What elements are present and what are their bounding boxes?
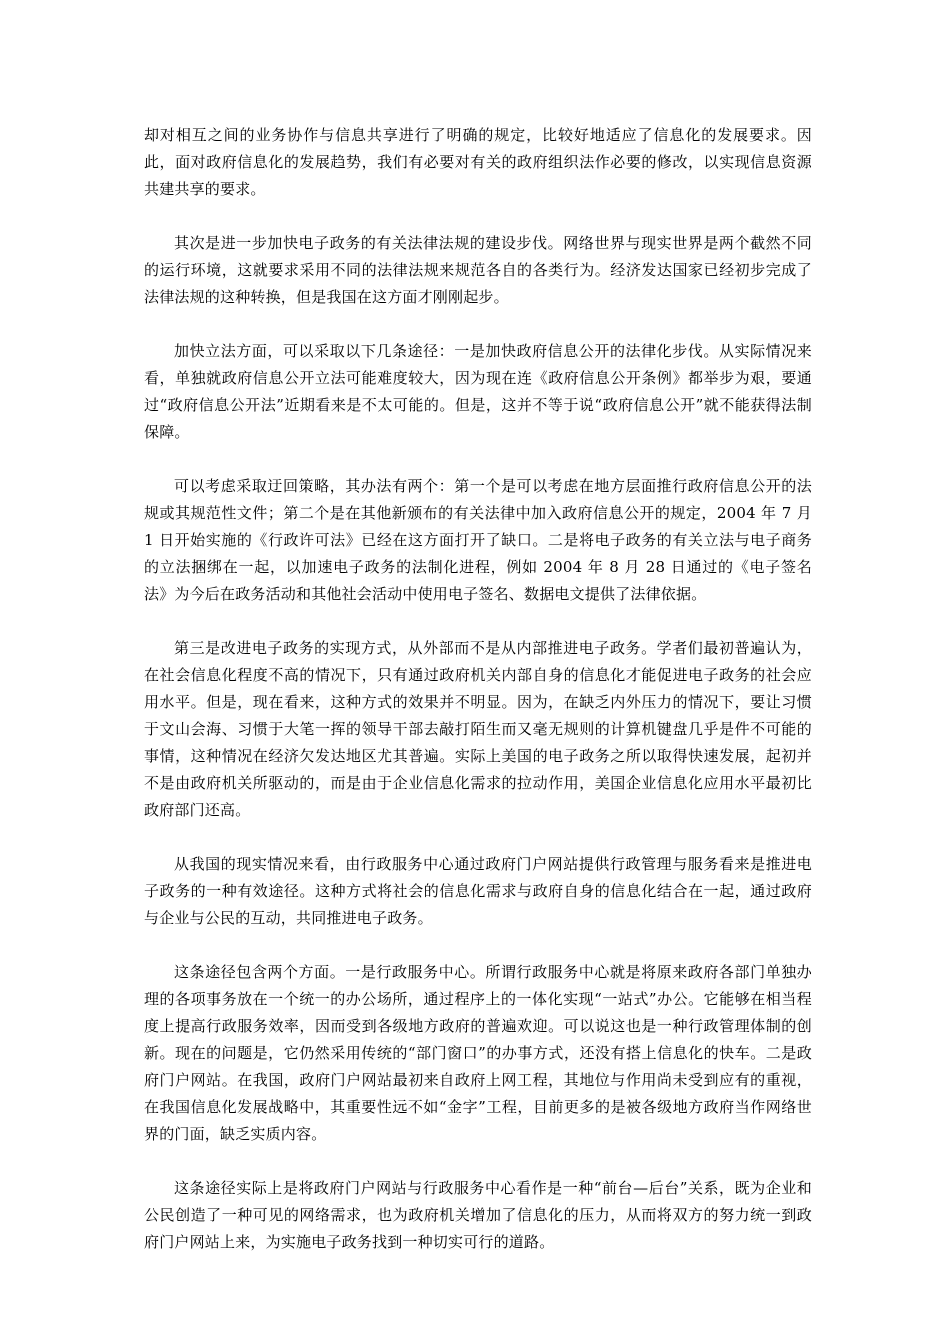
paragraph-2: 其次是进一步加快电子政务的有关法律法规的建设步伐。网络世界与现实世界是两个截然不同的运行环境，这就要求采用不同的法律法规来规范各自的各类行为。经济发达国家已经初步完成了法律法规的这种转换，但是我国在这方面才刚刚起步。: [144, 234, 812, 306]
document-body: [144, 122, 812, 1283]
paragraph-3: 加快立法方面，可以采取以下几条途径：一是加快政府信息公开的法律化步伐。从实际情况来看，单独就政府信息公开立法可能难度较大，因为现在连《政府信息公开条例》都举步为艰，要通过“政府信息公开法”近期看来是不太可能的。但是，这并不等于说“政府信息公开”就不能获得法制保障。: [144, 342, 812, 441]
paragraph-7: 这条途径包含两个方面。一是行政服务中心。所谓行政服务中心就是将原来政府各部门单独办理的各项事务放在一个统一的办公场所，通过程序上的一体化实现“一站式”办公。它能够在相当程度上提高行政服务效率，因而受到各级地方政府的普遍欢迎。可以说这也是一种行政管理体制的创新。现在的问题是，它仍然采用传统的“部门窗口”的办事方式，还没有搭上信息化的快车。二是政府门户网站。在我国，政府门户网站最初来自政府上网工程，其地位与作用尚未受到应有的重视，在我国信息化发展战略中，其重要性远不如“金字”工程，目前更多的是被各级地方政府当作网络世界的门面，缺乏实质内容。: [144, 963, 812, 1143]
paragraph-6: 从我国的现实情况来看，由行政服务中心通过政府门户网站提供行政管理与服务看来是推进电子政务的一种有效途径。这种方式将社会的信息化需求与政府自身的信息化结合在一起，通过政府与企业与公民的互动，共同推进电子政务。: [144, 855, 812, 927]
paragraph-4: 可以考虑采取迂回策略，其办法有两个：第一个是可以考虑在地方层面推行政府信息公开的法规或其规范性文件；第二个是在其他新颁布的有关法律中加入政府信息公开的规定，2004 年 7 月 1 日开始实施的《行政许可法》已经在这方面打开了缺口。二是将电子政务的有关立法与电子商务的立法捆绑在一起，以加速电子政务的法制化进程，例如 2004 年 8 月 28 日通过的《电子签名法》为今后在政务活动和其他社会活动中使用电子签名、数据电文提供了法律依据。: [144, 477, 812, 603]
paragraph-1: 却对相互之间的业务协作与信息共享进行了明确的规定，比较好地适应了信息化的发展要求。因此，面对政府信息化的发展趋势，我们有必要对有关的政府组织法作必要的修改，以实现信息资源共建共享的要求。: [144, 126, 812, 198]
paragraph-5: 第三是改进电子政务的实现方式，从外部而不是从内部推进电子政务。学者们最初普遍认为，在社会信息化程度不高的情况下，只有通过政府机关内部自身的信息化才能促进电子政务的社会应用水平。但是，现在看来，这种方式的效果并不明显。因为，在缺乏内外压力的情况下，要让习惯于文山会海、习惯于大笔一挥的领导干部去敲打陌生而又毫无规则的计算机键盘几乎是件不可能的事情，这种情况在经济欠发达地区尤其普遍。实际上美国的电子政务之所以取得快速发展，起初并不是由政府机关所驱动的，而是由于企业信息化需求的拉动作用，美国企业信息化应用水平最初比政府部门还高。: [144, 639, 812, 819]
paragraph-8: 这条途径实际上是将政府门户网站与行政服务中心看作是一种“前台—后台”关系，既为企业和公民创造了一种可见的网络需求，也为政府机关增加了信息化的压力，从而将双方的努力统一到政府门户网站上来，为实施电子政务找到一种切实可行的道路。: [144, 1179, 812, 1251]
